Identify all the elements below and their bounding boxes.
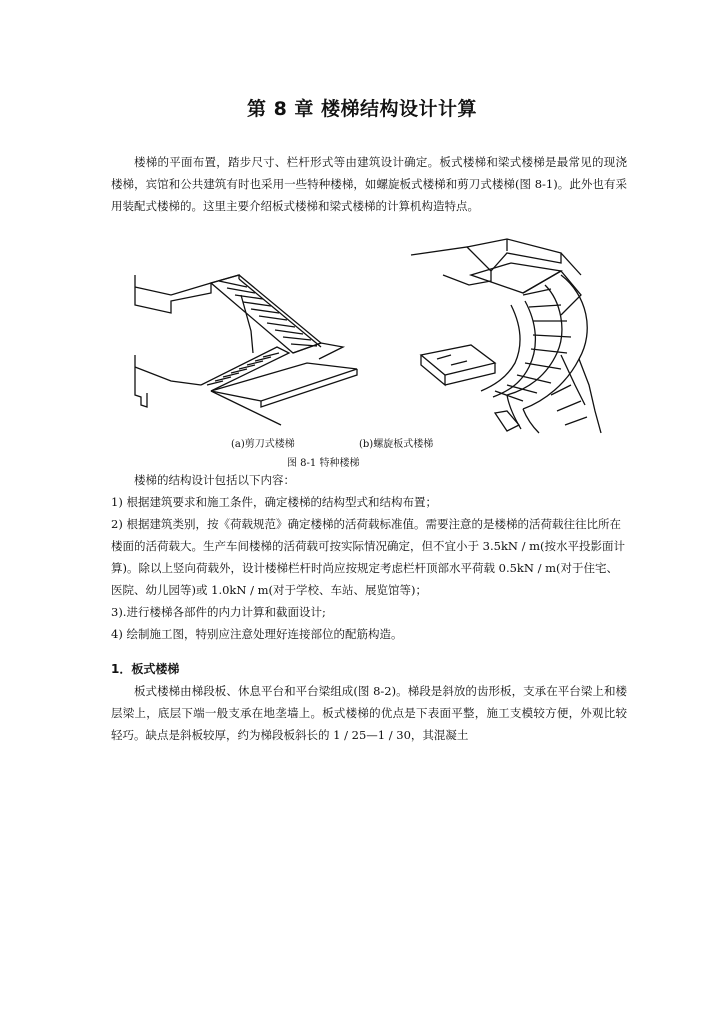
page-title: 第 8 章 楼梯结构设计计算 [246,98,478,120]
scissor-stair-drawing [111,235,627,435]
intro-paragraph: 楼梯的平面布置，踏步尺寸、栏杆形式等由建筑设计确定。板式楼梯和梁式楼梯是最常见的现浇楼梯，宾馆和公共建筑有时也采用一些特种楼梯，如螺旋板式楼梯和剪刀式楼梯(图 8-1)。此外也有采用装配式楼梯的。这里主要介绍板式楼梯和梁式楼梯的计算机构造特点。 [111,155,627,213]
caption-b: (b)螺旋板式楼梯 [359,439,434,450]
figure-8-1 [111,235,627,469]
caption-a: (a)剪刀式楼梯 [231,439,295,450]
figure-caption: 图 8-1 特种楼梯 [287,458,360,469]
design-step: 1) 根据建筑要求和施工条件，确定楼梯的结构型式和结构布置； [111,495,437,509]
design-step: 3).进行楼梯各部件的内力计算和截面设计; [111,605,326,619]
design-step: 2) 根据建筑类别，按《荷载规范》确定楼梯的活荷载标准值。需要注意的是楼梯的活荷载往往比所在楼面的活荷载大。生产车间楼梯的活荷载可按实际情况确定，但不宜小于 3.5kN / m(按水平投影面计算)。除以上竖向荷载外，设计楼梯栏杆时尚应按规定考虑栏杆顶部水平荷载 0.5kN / m(对于住宅、医院、幼儿园等)或 1.0kN / m(对于学校、车站、展览馆等)； [111,517,626,597]
design-step: 4) 绘制施工图，特别应注意处理好连接部位的配筋构造。 [111,627,403,641]
design-intro: 楼梯的结构设计包括以下内容： [134,473,295,487]
design-steps-list [111,491,627,645]
section-heading: 1．板式楼梯 [111,662,180,676]
section-paragraph: 板式楼梯由梯段板、休息平台和平台梁组成(图 8-2)。梯段是斜放的齿形板，支承在平台梁上和楼层梁上，底层下端一般支承在地垄墙上。板式楼梯的优点是下表面平整，施工支模较方便，外观比较轻巧。缺点是斜板较厚，约为梯段板斜长的 1 / 25—1 / 30，其混凝土 [111,684,627,742]
